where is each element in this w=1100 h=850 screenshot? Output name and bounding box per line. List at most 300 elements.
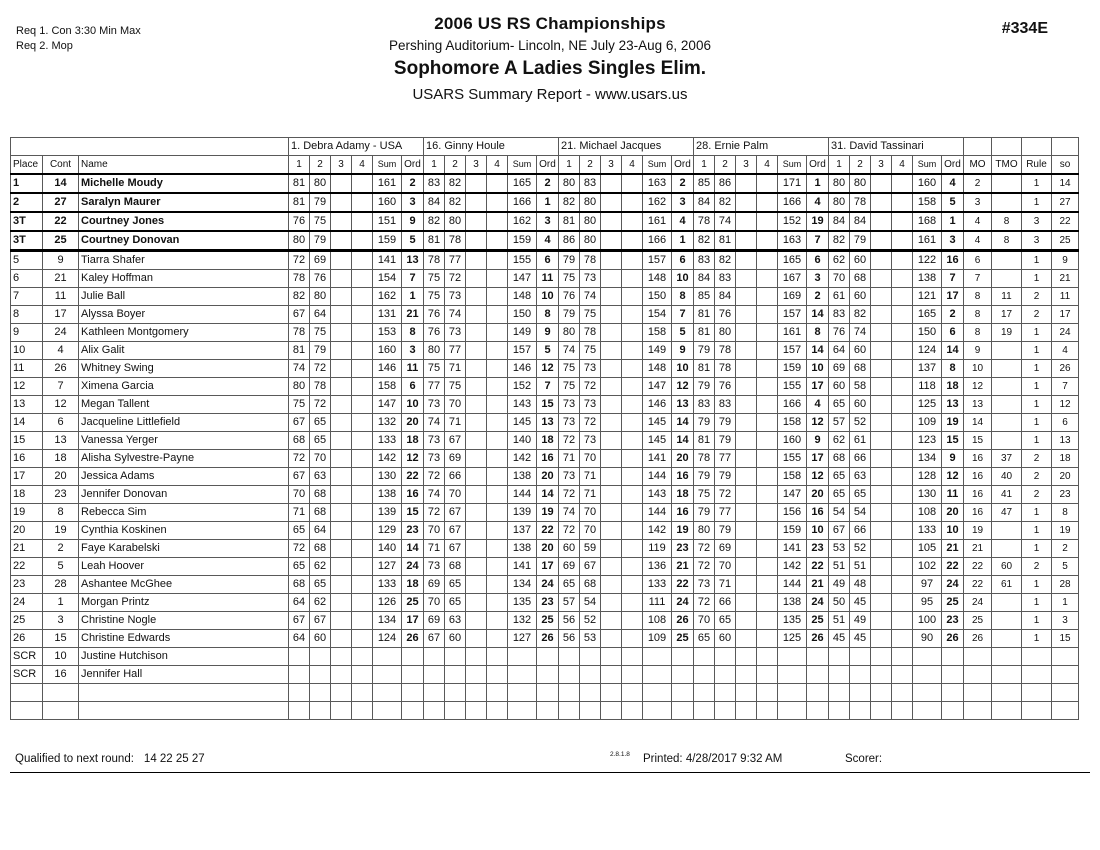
cell-judge4-score4 [757,594,778,612]
cell-judge3-score2: 80 [580,231,601,251]
cell-name: Alisha Sylvestre-Payne [79,450,289,468]
cell-judge1-score4 [352,414,373,432]
cell-judge3-ord: 4 [672,212,694,231]
cell-judge5-score3 [871,251,892,270]
cell-judge1-sum [373,648,402,666]
cell-judge2-score1: 71 [424,540,445,558]
cell-judge4-ord [807,648,829,666]
cell-judge4-score3 [736,414,757,432]
cell-judge2-score3 [466,630,487,648]
cell-judge4-score3 [736,360,757,378]
cell-judge1-ord: 3 [402,342,424,360]
cell-tmo [992,612,1022,630]
cell-judge1-score1: 67 [289,306,310,324]
cell-judge1-score2: 63 [310,468,331,486]
cell-judge4-score4 [757,288,778,306]
cell-judge4-ord: 10 [807,522,829,540]
table-row [11,396,1079,414]
cell-judge1-score4 [352,342,373,360]
cell-judge3-score2: 72 [580,378,601,396]
cell-judge1-sum: 131 [373,306,402,324]
cell-name: Ximena Garcia [79,378,289,396]
cell-judge2-score4 [487,648,508,666]
cell-cont: 20 [43,468,79,486]
cell-judge3-sum: 141 [643,450,672,468]
cell-judge1-score4 [352,396,373,414]
cell-so: 11 [1052,288,1079,306]
cell-cont: 25 [43,231,79,251]
cell-so: 9 [1052,251,1079,270]
cell-name: Alyssa Boyer [79,306,289,324]
cell-judge3-ord: 20 [672,450,694,468]
cell-judge3-ord: 23 [672,540,694,558]
cell-judge4-score3 [736,231,757,251]
cell-judge5-score3 [871,540,892,558]
cell-judge4-score1: 79 [694,342,715,360]
cell-name: Morgan Printz [79,594,289,612]
cell-judge2-score1 [424,666,445,684]
cell-judge5-score2: 66 [850,450,871,468]
cell-so [1052,648,1079,666]
col-header-judge5-ord: Ord [942,156,964,175]
cell-judge2-sum: 147 [508,270,537,288]
cell-mo: 15 [964,432,992,450]
cell-judge2-sum: 150 [508,306,537,324]
cell-rule: 2 [1022,288,1052,306]
cell-judge5-score1: 57 [829,414,850,432]
cell-judge3-score3 [601,251,622,270]
cell-cont: 15 [43,630,79,648]
cell-judge2-score4 [487,684,508,702]
cell-judge5-sum: 109 [913,414,942,432]
cell-judge3-score1: 73 [559,414,580,432]
cell-judge1-ord: 23 [402,522,424,540]
col-header-judge1-2: 2 [310,156,331,175]
cell-so: 4 [1052,342,1079,360]
cell-judge5-score4 [892,504,913,522]
cell-judge1-score4 [352,193,373,212]
cell-judge3-sum: 158 [643,324,672,342]
cell-tmo [992,174,1022,193]
cell-judge3-score1: 82 [559,193,580,212]
cell-judge2-score3 [466,450,487,468]
cell-judge5-score3 [871,486,892,504]
cell-judge3-score2 [580,666,601,684]
cell-judge4-ord: 4 [807,396,829,414]
cell-judge2-score4 [487,468,508,486]
cell-judge4-score4 [757,174,778,193]
cell-judge2-ord: 25 [537,612,559,630]
cell-judge1-ord: 18 [402,576,424,594]
cell-judge3-ord: 10 [672,360,694,378]
cell-judge2-score2 [445,666,466,684]
cell-so: 8 [1052,504,1079,522]
cell-judge1-score4 [352,702,373,720]
cell-judge3-score2: 53 [580,630,601,648]
cell-judge5-score3 [871,450,892,468]
cell-judge1-score3 [331,306,352,324]
cell-judge4-ord: 25 [807,612,829,630]
cell-judge5-score1: 84 [829,212,850,231]
cell-judge3-ord: 18 [672,486,694,504]
cell-judge5-score2: 79 [850,231,871,251]
cell-judge1-ord [402,684,424,702]
cell-judge3-sum: 163 [643,174,672,193]
cell-judge1-score2: 79 [310,342,331,360]
col-header-judge3-sum: Sum [643,156,672,175]
cell-judge2-score1: 69 [424,612,445,630]
cell-judge1-sum: 160 [373,193,402,212]
table-row [11,594,1079,612]
col-header-rule: Rule [1022,156,1052,175]
table-row [11,540,1079,558]
cell-judge5-ord: 15 [942,432,964,450]
cell-judge4-sum: 160 [778,432,807,450]
cell-so: 17 [1052,306,1079,324]
col-header-judge5-1: 1 [829,156,850,175]
cell-judge5-ord: 11 [942,486,964,504]
cell-judge2-ord: 20 [537,468,559,486]
cell-judge5-score1: 64 [829,342,850,360]
cell-judge2-ord: 3 [537,212,559,231]
cell-judge5-score2: 51 [850,558,871,576]
cell-judge4-ord: 12 [807,414,829,432]
cell-judge5-sum: 128 [913,468,942,486]
cell-tmo: 41 [992,486,1022,504]
cell-tmo: 17 [992,306,1022,324]
cell-judge1-score1: 72 [289,450,310,468]
cell-rule [1022,684,1052,702]
judge-name-3: 21. Michael Jacques [559,138,694,156]
cell-judge2-score3 [466,231,487,251]
cell-judge4-score3 [736,468,757,486]
cell-judge5-score1 [829,684,850,702]
cell-judge3-ord: 25 [672,630,694,648]
cell-judge1-ord: 10 [402,396,424,414]
cell-so [1052,702,1079,720]
cell-judge5-score4 [892,648,913,666]
cell-judge3-score4 [622,648,643,666]
cell-judge4-score2: 70 [715,558,736,576]
cell-judge5-score4 [892,468,913,486]
cell-judge5-ord: 2 [942,306,964,324]
table-row [11,288,1079,306]
cell-judge5-score1: 45 [829,630,850,648]
cell-name: Rebecca Sim [79,504,289,522]
cell-mo [964,684,992,702]
cell-judge3-score1: 72 [559,432,580,450]
cell-cont: 23 [43,486,79,504]
cell-rule: 1 [1022,630,1052,648]
cell-judge2-ord: 17 [537,558,559,576]
cell-judge3-score3 [601,360,622,378]
cell-judge1-sum: 161 [373,174,402,193]
cell-judge5-score3 [871,522,892,540]
cell-rule [1022,702,1052,720]
cell-judge1-sum [373,702,402,720]
cell-judge1-score3 [331,174,352,193]
cell-judge1-score2: 70 [310,450,331,468]
cell-judge2-score2: 75 [445,378,466,396]
cell-place: 3T [11,231,43,251]
cell-judge5-score3 [871,378,892,396]
cell-judge5-score3 [871,504,892,522]
cell-name: Jennifer Hall [79,666,289,684]
cell-judge5-ord: 4 [942,174,964,193]
cell-judge1-score2: 80 [310,288,331,306]
cell-judge1-score2 [310,666,331,684]
cell-judge3-ord: 14 [672,414,694,432]
cell-name [79,702,289,720]
cell-judge2-score2: 78 [445,231,466,251]
cell-judge4-score3 [736,486,757,504]
cell-judge1-score1 [289,666,310,684]
table-row [11,212,1079,231]
cell-judge1-score1: 72 [289,251,310,270]
cell-judge1-score2: 67 [310,612,331,630]
cell-judge2-sum: 139 [508,504,537,522]
cell-judge5-score2: 45 [850,630,871,648]
cell-judge1-score2 [310,702,331,720]
cell-judge4-score1: 81 [694,306,715,324]
table-row [11,306,1079,324]
cell-judge3-ord: 3 [672,193,694,212]
cell-tmo: 40 [992,468,1022,486]
cell-judge2-score1: 75 [424,360,445,378]
cell-judge2-score2: 82 [445,193,466,212]
cell-judge4-score1: 81 [694,360,715,378]
cell-judge2-score1: 83 [424,174,445,193]
footer-divider [10,772,1090,773]
cell-judge3-ord: 2 [672,174,694,193]
cell-judge4-score3 [736,648,757,666]
cell-judge1-score3 [331,612,352,630]
cell-judge1-score4 [352,504,373,522]
cell-judge4-score3 [736,504,757,522]
col-header-place: Place [11,156,43,175]
cell-judge1-score3 [331,432,352,450]
cell-judge5-score4 [892,486,913,504]
cell-judge1-score1: 67 [289,612,310,630]
table-row [11,450,1079,468]
cell-place: 12 [11,378,43,396]
cell-judge3-score2: 80 [580,212,601,231]
cell-judge3-score3 [601,212,622,231]
cell-judge5-sum: 124 [913,342,942,360]
cell-judge4-score3 [736,612,757,630]
cell-judge2-sum [508,648,537,666]
cell-judge1-ord: 5 [402,231,424,251]
cell-judge4-ord: 14 [807,306,829,324]
cell-rule: 2 [1022,486,1052,504]
cell-judge2-score2: 73 [445,288,466,306]
cell-judge3-ord [672,666,694,684]
cell-judge3-score4 [622,414,643,432]
cell-judge2-sum: 138 [508,540,537,558]
cell-cont: 4 [43,342,79,360]
cell-judge5-sum: 95 [913,594,942,612]
cell-judge5-score1: 50 [829,594,850,612]
cell-judge3-ord [672,684,694,702]
cell-tmo: 11 [992,288,1022,306]
cell-judge3-ord: 19 [672,522,694,540]
cell-judge2-score4 [487,251,508,270]
cell-judge4-score4 [757,432,778,450]
cell-judge2-score4 [487,576,508,594]
cell-judge3-score4 [622,540,643,558]
cell-judge1-score3 [331,360,352,378]
cell-judge3-score1 [559,702,580,720]
col-header-judge3-4: 4 [622,156,643,175]
cell-judge4-score2: 71 [715,576,736,594]
cell-judge1-score3 [331,594,352,612]
cell-judge1-ord: 14 [402,540,424,558]
cell-mo: 13 [964,396,992,414]
col-header-judge1-1: 1 [289,156,310,175]
cell-judge5-score4 [892,432,913,450]
cell-mo: 8 [964,324,992,342]
cell-judge2-score4 [487,594,508,612]
cell-judge4-score1: 84 [694,193,715,212]
cell-judge2-sum: 143 [508,396,537,414]
cell-judge2-score3 [466,174,487,193]
col-header-judge2-1: 1 [424,156,445,175]
cell-judge4-score4 [757,306,778,324]
cell-judge3-score1: 79 [559,251,580,270]
cell-judge5-score2: 45 [850,594,871,612]
table-row [11,174,1079,193]
cell-judge1-score3 [331,414,352,432]
cell-judge4-score4 [757,540,778,558]
cell-judge4-sum: 157 [778,342,807,360]
col-header-judge2-2: 2 [445,156,466,175]
cell-judge3-sum: 109 [643,630,672,648]
cell-judge2-score3 [466,504,487,522]
cell-judge4-score2: 80 [715,324,736,342]
cell-judge2-ord: 4 [537,231,559,251]
cell-judge2-score1: 74 [424,486,445,504]
col-header-judge5-2: 2 [850,156,871,175]
cell-judge1-ord: 13 [402,251,424,270]
cell-judge1-ord: 3 [402,193,424,212]
cell-judge4-score2: 60 [715,630,736,648]
cell-judge3-score3 [601,270,622,288]
cell-judge1-score4 [352,576,373,594]
cell-so: 1 [1052,594,1079,612]
cell-tmo [992,702,1022,720]
table-row [11,193,1079,212]
cell-judge3-ord [672,648,694,666]
cell-judge5-ord [942,702,964,720]
cell-judge3-score2: 54 [580,594,601,612]
cell-judge4-score2: 83 [715,396,736,414]
col-header-judge1-ord: Ord [402,156,424,175]
cell-judge3-sum: 166 [643,231,672,251]
req-line-2: Req 2. Mop [16,40,73,52]
cell-judge2-score3 [466,414,487,432]
cell-judge1-score3 [331,630,352,648]
cell-judge4-score4 [757,522,778,540]
cell-judge2-score2: 65 [445,594,466,612]
cell-judge2-score4 [487,486,508,504]
cell-name: Christine Nogle [79,612,289,630]
cell-judge2-score1 [424,702,445,720]
cell-judge1-ord: 6 [402,378,424,396]
cell-judge3-score4 [622,288,643,306]
cell-judge1-score1: 76 [289,212,310,231]
cell-name: Vanessa Yerger [79,432,289,450]
cell-judge4-sum: 152 [778,212,807,231]
cell-judge3-score1: 72 [559,486,580,504]
cell-judge5-score2: 63 [850,468,871,486]
cell-tmo [992,648,1022,666]
cell-judge1-score3 [331,504,352,522]
cell-judge4-score1: 73 [694,576,715,594]
cell-judge4-score1: 84 [694,270,715,288]
cell-judge2-score3 [466,288,487,306]
cell-judge5-sum: 161 [913,231,942,251]
cell-judge5-score2 [850,666,871,684]
col-header-judge3-2: 2 [580,156,601,175]
cell-judge4-score2: 77 [715,450,736,468]
cell-judge5-ord: 26 [942,630,964,648]
cell-cont: 13 [43,432,79,450]
cell-judge2-score2: 71 [445,360,466,378]
table-row [11,576,1079,594]
col-header-mo: MO [964,156,992,175]
cell-judge1-score2: 75 [310,212,331,231]
cell-judge2-sum: 149 [508,324,537,342]
cell-mo: 16 [964,450,992,468]
results-table [10,137,1079,720]
software-version: 2.8.1.8 [610,751,630,758]
cell-judge1-sum: 140 [373,540,402,558]
col-header-judge3-3: 3 [601,156,622,175]
cell-judge3-score2: 71 [580,486,601,504]
cell-judge4-score1: 79 [694,414,715,432]
cell-judge3-score2: 74 [580,288,601,306]
cell-place: 14 [11,414,43,432]
cell-judge1-ord: 1 [402,288,424,306]
cell-judge5-score2: 84 [850,212,871,231]
cell-judge2-ord: 20 [537,540,559,558]
cell-cont: 7 [43,378,79,396]
cell-mo: 3 [964,193,992,212]
cell-judge3-ord: 14 [672,432,694,450]
cell-judge3-score3 [601,193,622,212]
cell-judge4-ord: 24 [807,594,829,612]
cell-judge3-score1: 65 [559,576,580,594]
cell-so: 7 [1052,378,1079,396]
cell-judge1-sum: 160 [373,342,402,360]
cell-judge4-score3 [736,432,757,450]
cell-place: SCR [11,666,43,684]
cell-judge5-score2: 66 [850,522,871,540]
col-header-judge4-sum: Sum [778,156,807,175]
cell-place: 6 [11,270,43,288]
cell-judge5-ord: 8 [942,360,964,378]
cell-judge5-score3 [871,594,892,612]
cell-judge2-score4 [487,174,508,193]
cell-judge2-sum: 137 [508,522,537,540]
header-spacer-right-3 [1052,138,1079,156]
cell-cont: 11 [43,288,79,306]
table-row [11,522,1079,540]
cell-judge3-score1: 60 [559,540,580,558]
cell-judge1-score4 [352,288,373,306]
cell-judge4-score1: 80 [694,522,715,540]
cell-judge4-score4 [757,612,778,630]
